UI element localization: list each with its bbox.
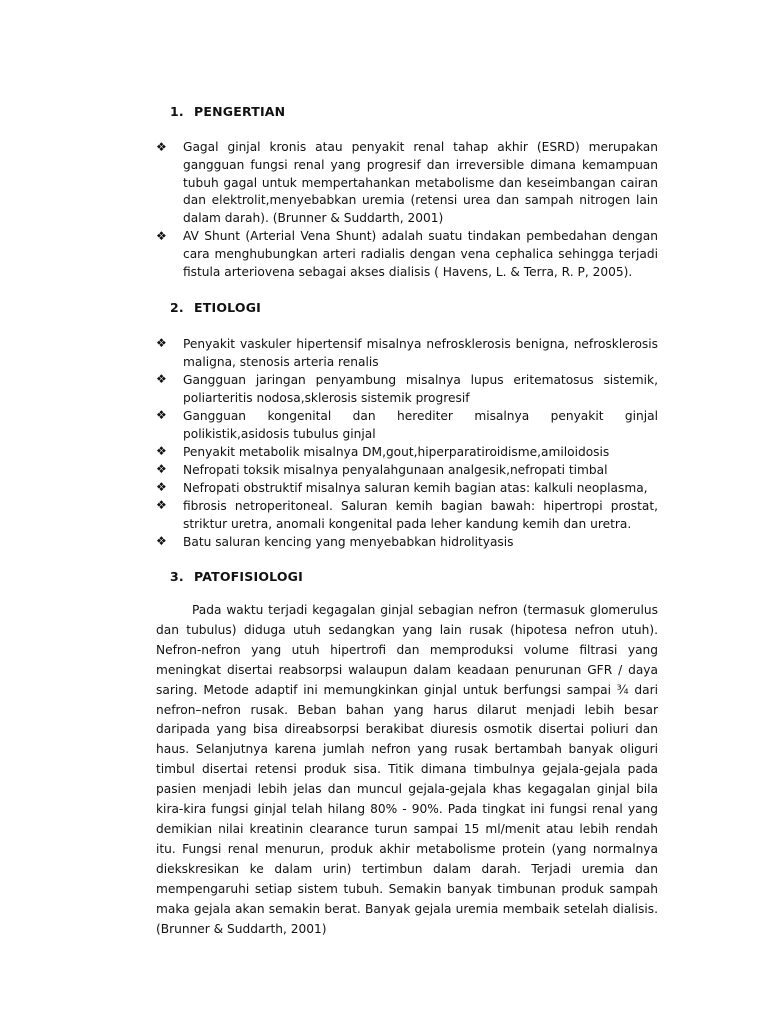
- etiologi-list: [156, 335, 658, 551]
- heading-title: ETIOLOGI: [194, 300, 261, 315]
- heading-pengertian: [170, 104, 285, 119]
- diamond-bullet-icon: ❖: [156, 140, 167, 154]
- list-item: [156, 407, 658, 443]
- heading-number: 1.: [170, 104, 184, 119]
- list-item-text: Nefropati obstruktif misalnya saluran kemih bagian atas: kalkuli neoplasma,: [183, 481, 648, 495]
- list-item-text: Batu saluran kencing yang menyebabkan hidrolityasis: [183, 535, 514, 549]
- pengertian-list: [156, 139, 658, 281]
- patofisiologi-paragraph: Pada waktu terjadi kegagalan ginjal sebagian nefron (termasuk glomerulus dan tubulus) diduga utuh sedangkan yang lain rusak (hipotesa nefron utuh). Nefron-nefron yang utuh hipertrofi dan memproduksi volume filtrasi yang meningkat disertai reabsorpsi walaupun dalam keadaan penurunan GFR / daya saring. Metode adaptif ini memungkinkan ginjal untuk berfungsi sampai ¾ dari nefron–nefron rusak. Beban bahan yang harus dilarut menjadi lebih besar daripada yang bisa direabsorpsi berakibat diuresis osmotik disertai poliuri dan haus. Selanjutnya karena jumlah nefron yang rusak bertambah banyak oliguri timbul disertai retensi produk sisa. Titik dimana timbulnya gejala-gejala pada pasien menjadi lebih jelas dan muncul gejala-gejala khas kegagalan ginjal bila kira-kira fungsi ginjal telah hilang 80% - 90%. Pada tingkat ini fungsi renal yang demikian nilai kreatinin clearance turun sampai 15 ml/menit atau lebih rendah itu. Fungsi renal menurun, produk akhir metabolisme protein (yang normalnya diekskresikan ke dalam urin) tertimbun dalam darah. Terjadi uremia dan mempengaruhi setiap sistem tubuh. Semakin banyak timbunan produk sampah maka gejala akan semakin berat. Banyak gejala uremia membaik setelah dialisis. (Brunner & Suddarth, 2001): [156, 603, 658, 936]
- list-item-text: Penyakit metabolik misalnya DM,gout,hiperparatiroidisme,amiloidosis: [183, 445, 610, 459]
- diamond-bullet-icon: ❖: [156, 228, 167, 243]
- list-item: [156, 497, 658, 533]
- list-item-text: AV Shunt (Arterial Vena Shunt) adalah suatu tindakan pembedahan dengan cara menghubungkan arteri radialis dengan vena cephalica sehingga terjadi fistula arteriovena sebagai akses dialisis ( Havens, L. & Terra, R. P, 2005).: [183, 228, 658, 279]
- list-item: [156, 443, 658, 461]
- list-item: [156, 461, 658, 479]
- diamond-bullet-icon: ❖: [156, 534, 167, 548]
- heading-number: 2.: [170, 300, 184, 315]
- heading-number: 3.: [170, 569, 184, 584]
- diamond-bullet-icon: ❖: [156, 408, 167, 422]
- diamond-bullet-icon: ❖: [156, 444, 167, 458]
- heading-title: PENGERTIAN: [194, 104, 286, 119]
- list-item-text: Gangguan kongenital dan herediter misalnya penyakit ginjal polikistik,asidosis tubulus ginjal: [183, 409, 658, 441]
- heading-patofisiologi: [170, 569, 303, 584]
- list-item: [156, 371, 658, 407]
- list-item-text: Nefropati toksik misalnya penyalahgunaan analgesik,nefropati timbal: [183, 463, 608, 477]
- heading-title: PATOFISIOLOGI: [194, 569, 303, 584]
- list-item: [156, 139, 658, 228]
- list-item: [156, 479, 658, 497]
- list-item-text: Gagal ginjal kronis atau penyakit renal tahap akhir (ESRD) merupakan gangguan fungsi renal yang progresif dan irreversible dimana kemampuan tubuh gagal untuk mempertahankan metabolisme dan keseimbangan cairan dan elektrolit,menyebabkan uremia (retensi urea dan sampah nitrogen lain dalam darah). (Brunner & Suddarth, 2001): [183, 140, 658, 226]
- diamond-bullet-icon: ❖: [156, 336, 167, 350]
- list-item: [156, 228, 658, 281]
- heading-etiologi: [170, 300, 261, 315]
- diamond-bullet-icon: ❖: [156, 462, 167, 476]
- list-item: [156, 335, 658, 371]
- diamond-bullet-icon: ❖: [156, 498, 167, 512]
- list-item-text: Penyakit vaskuler hipertensif misalnya nefrosklerosis benigna, nefrosklerosis maligna, stenosis arteria renalis: [183, 337, 658, 369]
- diamond-bullet-icon: ❖: [156, 480, 167, 494]
- list-item-text: Gangguan jaringan penyambung misalnya lupus eritematosus sistemik, poliarteritis nodosa,sklerosis sistemik progresif: [183, 373, 658, 405]
- list-item: [156, 533, 658, 551]
- list-item-text: fibrosis netroperitoneal. Saluran kemih bagian bawah: hipertropi prostat, striktur uretra, anomali kongenital pada leher kandung kemih dan uretra.: [183, 499, 658, 531]
- diamond-bullet-icon: ❖: [156, 372, 167, 386]
